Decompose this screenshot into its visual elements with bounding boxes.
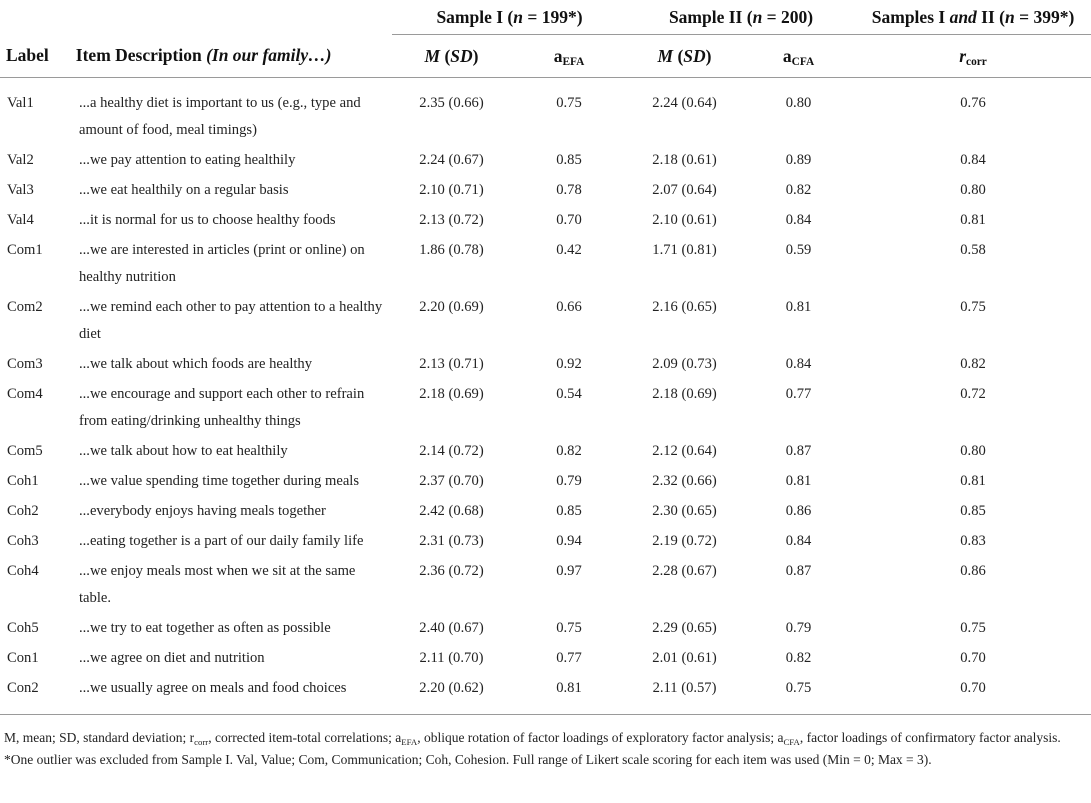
cell-mean-sd-2: 2.30 (0.65) bbox=[652, 503, 717, 519]
cell-a-cfa: 0.84 bbox=[785, 533, 812, 549]
column-header-row bbox=[0, 35, 1091, 78]
cell-mean-sd-2: 2.07 (0.64) bbox=[652, 182, 717, 198]
table-row: Com3 ...we talk about which foods are healthy 2.13 (0.71) 0.92 2.09 (0.73) 0.84 0.82 bbox=[0, 348, 1091, 378]
group-header-row bbox=[0, 0, 1091, 35]
column-header-mean-sd-2: M (SD) bbox=[627, 35, 742, 78]
cell-a-cfa: 0.59 bbox=[785, 242, 812, 258]
column-header-description-suffix: (In our family…) bbox=[206, 45, 332, 66]
table-row: Com2 ...we remind each other to pay attention to a healthy diet 2.20 (0.69) 0.66 2.16 (0.65) 0.81 0.75 bbox=[0, 291, 1091, 348]
cell-r-corr: 0.81 bbox=[960, 473, 986, 489]
table-body bbox=[0, 78, 1091, 715]
table-row: Com5 ...we talk about how to eat healthily 2.14 (0.72) 0.82 2.12 (0.64) 0.87 0.80 bbox=[0, 435, 1091, 465]
cell-mean-sd-2: 2.18 (0.61) bbox=[652, 152, 717, 168]
cell-mean-sd-1: 2.18 (0.69) bbox=[419, 386, 484, 402]
table-row: Coh5 ...we try to eat together as often as possible 2.40 (0.67) 0.75 2.29 (0.65) 0.79 0.75 bbox=[0, 612, 1091, 642]
cell-mean-sd-1: 1.86 (0.78) bbox=[419, 242, 484, 258]
group-header-sample1: Sample I (n = 199*) bbox=[392, 0, 627, 35]
cell-description: ...we value spending time together during meals bbox=[79, 473, 360, 489]
cell-r-corr: 0.80 bbox=[960, 182, 986, 198]
cell-mean-sd-2: 2.10 (0.61) bbox=[652, 212, 717, 228]
group-header-both: Samples I and II (n = 399*) bbox=[855, 0, 1091, 35]
cell-r-corr: 0.82 bbox=[960, 356, 986, 372]
table-row: Val1 ...a healthy diet is important to us (e.g., type and amount of food, meal timings) 2.35 (0.66) 0.75 2.24 (0.64) 0.80 0.76 bbox=[0, 78, 1091, 145]
cell-r-corr: 0.58 bbox=[960, 242, 986, 258]
cell-a-efa: 0.85 bbox=[556, 152, 582, 168]
cell-r-corr: 0.85 bbox=[960, 503, 986, 519]
cell-a-cfa: 0.84 bbox=[785, 356, 812, 372]
cell-a-efa: 0.79 bbox=[556, 473, 582, 489]
cell-r-corr: 0.75 bbox=[960, 299, 986, 315]
cell-mean-sd-2: 2.11 (0.57) bbox=[652, 680, 717, 696]
table-row: Coh2 ...everybody enjoys having meals together 2.42 (0.68) 0.85 2.30 (0.65) 0.86 0.85 bbox=[0, 495, 1091, 525]
cell-mean-sd-2: 2.18 (0.69) bbox=[652, 386, 717, 402]
cell-a-efa: 0.70 bbox=[556, 212, 582, 228]
cell-a-efa: 0.82 bbox=[556, 443, 582, 459]
cell-mean-sd-1: 2.35 (0.66) bbox=[419, 95, 484, 111]
cell-a-cfa: 0.80 bbox=[785, 95, 812, 111]
cell-r-corr: 0.70 bbox=[960, 650, 986, 666]
cell-mean-sd-1: 2.40 (0.67) bbox=[419, 620, 484, 636]
cell-r-corr: 0.81 bbox=[960, 212, 986, 228]
cell-description: ...we pay attention to eating healthily bbox=[79, 152, 296, 168]
column-header-a-efa: $a_{EFA}$ bbox=[511, 35, 627, 78]
cell-r-corr: 0.83 bbox=[960, 533, 986, 549]
cell-mean-sd-2: 2.12 (0.64) bbox=[652, 443, 717, 459]
cell-r-corr: 0.70 bbox=[960, 680, 986, 696]
cell-mean-sd-1: 2.13 (0.71) bbox=[419, 356, 484, 372]
table-row: Coh4 ...we enjoy meals most when we sit at the same table. 2.36 (0.72) 0.97 2.28 (0.67) 0.87 0.86 bbox=[0, 555, 1091, 612]
cell-description: ...we encourage and support each other to refrain from eating/drinking unhealthy things bbox=[79, 386, 365, 429]
cell-description: ...we usually agree on meals and food choices bbox=[79, 680, 347, 696]
table-row: Val2 ...we pay attention to eating healthily 2.24 (0.67) 0.85 2.18 (0.61) 0.89 0.84 bbox=[0, 144, 1091, 174]
cell-description: ...we remind each other to pay attention to a healthy diet bbox=[79, 299, 383, 342]
cell-a-efa: 0.81 bbox=[556, 680, 582, 696]
table-row: Com1 ...we are interested in articles (print or online) on healthy nutrition 1.86 (0.78) 0.42 1.71 (0.81) 0.59 0.58 bbox=[0, 234, 1091, 291]
table-footnote: M, mean; SD, standard deviation; $r_{corr}$, corrected item-total correlations; $a_{EFA}$, oblique rotation of factor loadings of exploratory factor analysis; $a_{CFA}$, factor loadings of confirmatory factor analysis. *One outlier was excluded from Sample I. Val, Value; Com, Communication; Coh, Cohesion. Full range of Likert scale scoring for each item was used (Min = 0; Max = 3). bbox=[0, 715, 1091, 772]
cell-a-cfa: 0.75 bbox=[785, 680, 812, 696]
column-header-label: Label bbox=[6, 45, 49, 66]
table-row: Coh1 ...we value spending time together during meals 2.37 (0.70) 0.79 2.32 (0.66) 0.81 0.81 bbox=[0, 465, 1091, 495]
cell-mean-sd-2: 1.71 (0.81) bbox=[652, 242, 717, 258]
cell-a-efa: 0.85 bbox=[556, 503, 582, 519]
cell-a-cfa: 0.86 bbox=[785, 503, 812, 519]
cell-description: ...we talk about how to eat healthily bbox=[79, 443, 288, 459]
cell-a-efa: 0.77 bbox=[556, 650, 582, 666]
cell-a-cfa: 0.81 bbox=[785, 473, 812, 489]
cell-mean-sd-2: 2.16 (0.65) bbox=[652, 299, 717, 315]
cell-a-efa: 0.94 bbox=[556, 533, 582, 549]
table-row: Com4 ...we encourage and support each other to refrain from eating/drinking unhealthy things 2.18 (0.69) 0.54 2.18 (0.69) 0.77 0.72 bbox=[0, 378, 1091, 435]
cell-mean-sd-1: 2.11 (0.70) bbox=[419, 650, 484, 666]
cell-a-efa: 0.92 bbox=[556, 356, 582, 372]
cell-a-efa: 0.54 bbox=[556, 386, 582, 402]
column-header-r-corr: $r_{corr}$ bbox=[855, 35, 1091, 78]
cell-a-cfa: 0.82 bbox=[785, 182, 812, 198]
cell-a-cfa: 0.77 bbox=[785, 386, 812, 402]
cell-mean-sd-2: 2.19 (0.72) bbox=[652, 533, 717, 549]
table-row: Val3 ...we eat healthily on a regular basis 2.10 (0.71) 0.78 2.07 (0.64) 0.82 0.80 bbox=[0, 174, 1091, 204]
cell-r-corr: 0.80 bbox=[960, 443, 986, 459]
table-row: Con2 ...we usually agree on meals and food choices 2.20 (0.62) 0.81 2.11 (0.57) 0.75 0.70 bbox=[0, 672, 1091, 715]
cell-description: ...a healthy diet is important to us (e.g., type and amount of food, meal timings) bbox=[79, 95, 361, 138]
cell-mean-sd-1: 2.36 (0.72) bbox=[419, 563, 484, 579]
group-header-sample2: Sample II (n = 200) bbox=[627, 0, 855, 35]
cell-a-cfa: 0.87 bbox=[785, 563, 812, 579]
table-row: Val4 ...it is normal for us to choose healthy foods 2.13 (0.72) 0.70 2.10 (0.61) 0.84 0.81 bbox=[0, 204, 1091, 234]
cell-mean-sd-1: 2.24 (0.67) bbox=[419, 152, 484, 168]
cell-mean-sd-2: 2.29 (0.65) bbox=[652, 620, 717, 636]
cell-mean-sd-1: 2.37 (0.70) bbox=[419, 473, 484, 489]
column-header-a-cfa: $a_{CFA}$ bbox=[742, 35, 855, 78]
cell-a-cfa: 0.82 bbox=[785, 650, 812, 666]
cell-r-corr: 0.84 bbox=[960, 152, 986, 168]
cell-mean-sd-2: 2.09 (0.73) bbox=[652, 356, 717, 372]
cell-mean-sd-2: 2.32 (0.66) bbox=[652, 473, 717, 489]
cell-a-efa: 0.66 bbox=[556, 299, 582, 315]
cell-a-cfa: 0.81 bbox=[785, 299, 812, 315]
cell-a-efa: 0.75 bbox=[556, 620, 582, 636]
cell-r-corr: 0.72 bbox=[960, 386, 986, 402]
cell-a-efa: 0.78 bbox=[556, 182, 582, 198]
cell-description: ...it is normal for us to choose healthy foods bbox=[79, 212, 336, 228]
cell-a-efa: 0.97 bbox=[556, 563, 582, 579]
cell-mean-sd-1: 2.20 (0.69) bbox=[419, 299, 484, 315]
cell-a-cfa: 0.84 bbox=[785, 212, 812, 228]
cell-description: ...we are interested in articles (print or online) on healthy nutrition bbox=[79, 242, 365, 285]
cell-mean-sd-1: 2.20 (0.62) bbox=[419, 680, 484, 696]
footnote-row bbox=[0, 715, 1091, 772]
cell-a-efa: 0.75 bbox=[556, 95, 582, 111]
cell-description: ...we try to eat together as often as possible bbox=[79, 620, 331, 636]
cell-mean-sd-2: 2.28 (0.67) bbox=[652, 563, 717, 579]
cell-description: ...eating together is a part of our daily family life bbox=[79, 533, 364, 549]
cell-description: ...we agree on diet and nutrition bbox=[79, 650, 265, 666]
cell-description: ...we eat healthily on a regular basis bbox=[79, 182, 289, 198]
column-header-label-description bbox=[0, 35, 392, 78]
cell-a-cfa: 0.79 bbox=[785, 620, 812, 636]
cell-mean-sd-2: 2.24 (0.64) bbox=[652, 95, 717, 111]
table-row: Con1 ...we agree on diet and nutrition 2.11 (0.70) 0.77 2.01 (0.61) 0.82 0.70 bbox=[0, 642, 1091, 672]
cell-r-corr: 0.86 bbox=[960, 563, 986, 579]
cell-r-corr: 0.76 bbox=[960, 95, 986, 111]
cell-a-cfa: 0.89 bbox=[785, 152, 812, 168]
cell-mean-sd-1: 2.10 (0.71) bbox=[419, 182, 484, 198]
cell-description: ...we talk about which foods are healthy bbox=[79, 356, 313, 372]
cell-a-efa: 0.42 bbox=[556, 242, 582, 258]
column-header-mean-sd-1: M (SD) bbox=[392, 35, 511, 78]
cell-mean-sd-2: 2.01 (0.61) bbox=[652, 650, 717, 666]
cell-mean-sd-1: 2.13 (0.72) bbox=[419, 212, 484, 228]
cell-mean-sd-1: 2.42 (0.68) bbox=[419, 503, 484, 519]
cell-description: ...everybody enjoys having meals together bbox=[79, 503, 326, 519]
table-row: Coh3 ...eating together is a part of our daily family life 2.31 (0.73) 0.94 2.19 (0.72) 0.84 0.83 bbox=[0, 525, 1091, 555]
cell-mean-sd-1: 2.14 (0.72) bbox=[419, 443, 484, 459]
cell-description: ...we enjoy meals most when we sit at the same table. bbox=[79, 563, 356, 606]
cell-a-cfa: 0.87 bbox=[785, 443, 812, 459]
cell-mean-sd-1: 2.31 (0.73) bbox=[419, 533, 484, 549]
column-header-description: Item Description bbox=[75, 45, 202, 66]
cell-r-corr: 0.75 bbox=[960, 620, 986, 636]
